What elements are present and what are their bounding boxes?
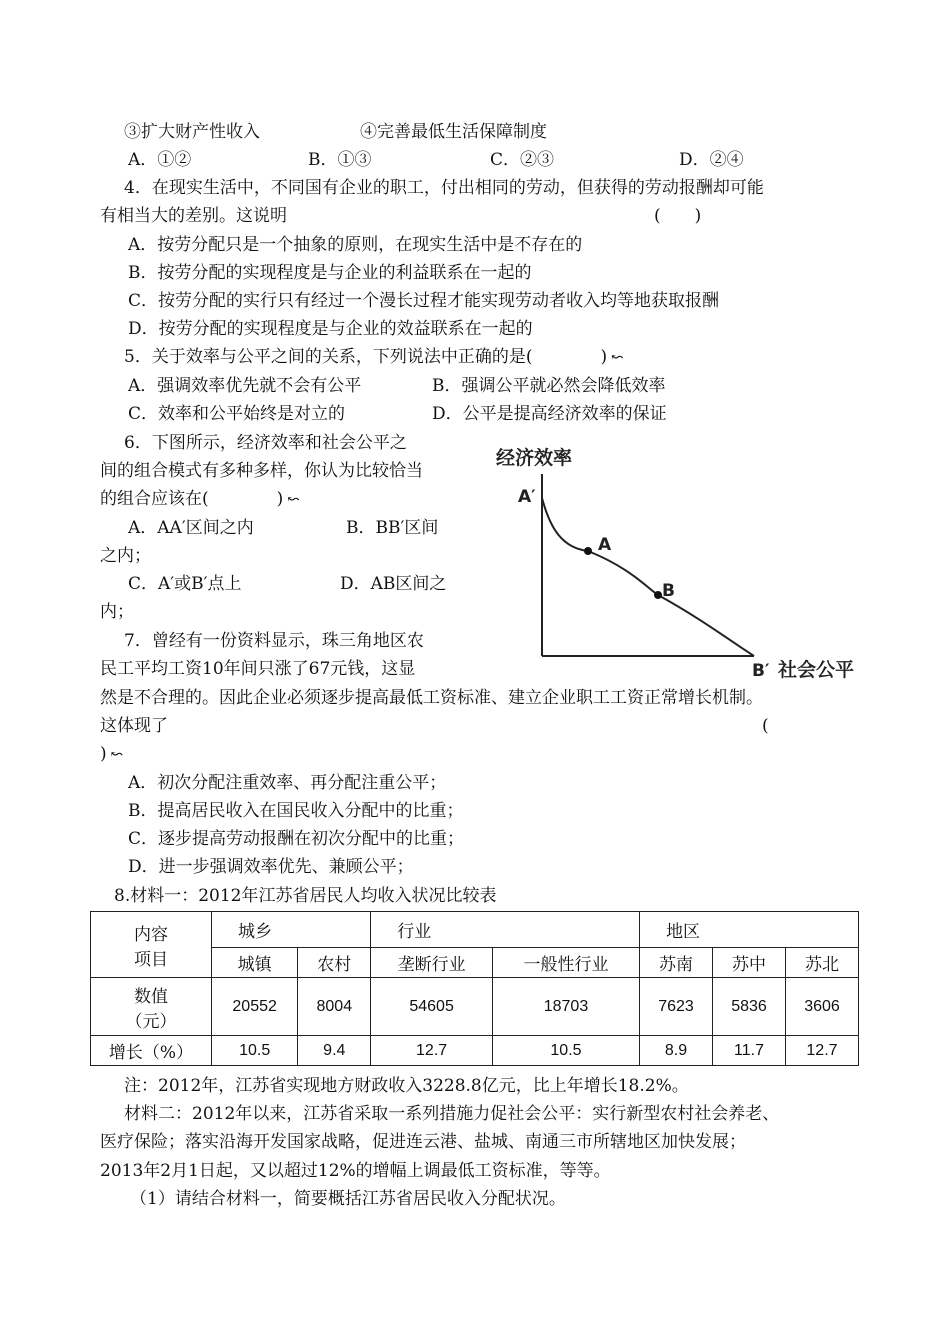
- point-a-dot: [584, 547, 592, 555]
- growth-cell: 8.9: [640, 1036, 713, 1066]
- q6-option-c: C．A′或B′点上: [128, 574, 242, 594]
- q7-stem-line3: 然是不合理的。因此企业必须逐步提高最低工资标准、建立企业职工工资正常增长机制。: [100, 688, 763, 708]
- group-header-industry: 行业: [371, 912, 640, 948]
- q5-option-d: D．公平是提高经济效率的保证: [432, 404, 667, 424]
- group-header-urban-rural: 城乡: [212, 912, 371, 948]
- table-row: [91, 978, 859, 1036]
- q4-option-a: A．按劳分配只是一个抽象的原则，在现实生活中是不存在的: [128, 235, 583, 255]
- q5-stem-text: 5．关于效率与公平之间的关系，下列说法中正确的是( ): [124, 347, 608, 367]
- q6-option-b-cont: 之内；: [100, 546, 151, 566]
- material2-line2: 医疗保险；落实沿海开发国家战略，促进连云港、盐城、南通三市所辖地区加快发展；: [100, 1132, 746, 1152]
- x-axis-label: 社会公平: [778, 659, 855, 681]
- subheader-cell: 苏中: [713, 948, 786, 978]
- q5-option-b: B．强调公平就必然会降低效率: [432, 376, 666, 396]
- subheader-cell: 一般性行业: [492, 948, 639, 978]
- q4-option-d: D．按劳分配的实现程度是与企业的效益联系在一起的: [128, 319, 533, 339]
- choice-d: D．②④: [679, 150, 744, 170]
- q4-option-c: C．按劳分配的实行只有经过一个漫长过程才能实现劳动者收入均等地获取报酬: [128, 291, 720, 311]
- q6-option-d: D．AB区间之: [340, 574, 447, 594]
- q7-option-d: D．进一步强调效率优先、兼顾公平；: [128, 857, 414, 877]
- value-cell: 54605: [371, 978, 493, 1036]
- q7-stem-line2: 民工平均工资10年间只涨了67元钱，这显: [100, 659, 416, 679]
- subheader-cell: 苏南: [640, 948, 713, 978]
- row-label-line1: 数值: [134, 986, 168, 1007]
- subheader-cell: 城镇: [212, 948, 298, 978]
- point-a-prime-label: A′: [518, 487, 536, 507]
- y-axis-label: 经济效率: [496, 447, 573, 469]
- q6-option-b: B．BB′区间: [346, 518, 439, 538]
- q6-stem-line2: 间的组合模式有多种多样，你认为比较恰当: [100, 461, 423, 481]
- growth-cell: 10.5: [212, 1036, 298, 1066]
- q4-option-b: B．按劳分配的实现程度是与企业的利益联系在一起的: [128, 263, 532, 283]
- corner-item-label: 项目: [134, 949, 168, 970]
- point-b-label: B: [662, 581, 675, 601]
- hand-pointer-icon: ↜: [611, 348, 624, 366]
- row-label: 增长（%）: [91, 1036, 212, 1066]
- row-label-line2: （元）: [125, 1011, 177, 1032]
- growth-cell: 10.5: [492, 1036, 639, 1066]
- q4-stem-line2: 有相当大的差别。这说明: [100, 206, 287, 226]
- q6-option-d-cont: 内；: [100, 602, 134, 622]
- value-cell: 7623: [640, 978, 713, 1036]
- q7-paren-close: [100, 743, 123, 765]
- q6-stem-line3: [100, 488, 300, 510]
- table-corner-header: [91, 912, 212, 978]
- q6-option-a: A．AA′区间之内: [128, 518, 254, 538]
- hand-pointer-icon: ↜: [287, 490, 300, 508]
- point-a-label: A: [598, 535, 612, 555]
- q8-material1-title: 8.材料一：2012年江苏省居民人均收入状况比较表: [114, 886, 497, 906]
- hand-pointer-icon: ↜: [110, 745, 124, 763]
- income-table: [90, 911, 859, 1066]
- choice-a: A．①②: [128, 150, 192, 170]
- q7-stem-line1: 7．曾经有一份资料显示，珠三角地区农: [124, 631, 424, 651]
- group-header-region: 地区: [640, 912, 859, 948]
- subheader-cell: 垄断行业: [371, 948, 493, 978]
- value-cell: 20552: [212, 978, 298, 1036]
- value-cell: 3606: [785, 978, 858, 1036]
- q4-answer-paren: ( ): [654, 206, 702, 226]
- growth-cell: 9.4: [298, 1036, 371, 1066]
- growth-cell: 12.7: [785, 1036, 858, 1066]
- option-4-text: ④完善最低生活保障制度: [360, 122, 547, 142]
- material2-line1: 材料二：2012年以来，江苏省采取一系列措施力促社会公平：实行新型农村社会养老、: [124, 1104, 780, 1124]
- q7-paren-open: (: [762, 716, 769, 736]
- material2-line3: 2013年2月1日起，又以超过12%的增幅上调最低工资标准，等等。: [100, 1161, 611, 1181]
- q7-option-a: A．初次分配注重效率、再分配注重公平；: [128, 773, 447, 793]
- q7-option-b: B．提高居民收入在国民收入分配中的比重；: [128, 801, 464, 821]
- value-cell: 18703: [492, 978, 639, 1036]
- point-b-prime-label: B′: [752, 661, 770, 681]
- table-row: [91, 1036, 859, 1066]
- point-b-dot: [654, 591, 662, 599]
- q7-stem-line4: 这体现了: [100, 716, 168, 736]
- corner-content-label: 内容: [134, 924, 168, 945]
- subheader-cell: 苏北: [785, 948, 858, 978]
- tradeoff-curve: [542, 498, 754, 656]
- q7-paren-close-text: ): [100, 744, 107, 764]
- growth-cell: 12.7: [371, 1036, 493, 1066]
- growth-cell: 11.7: [713, 1036, 786, 1066]
- value-cell: 5836: [713, 978, 786, 1036]
- row-label: [91, 978, 212, 1036]
- q7-option-c: C．逐步提高劳动报酬在初次分配中的比重；: [128, 829, 465, 849]
- choice-b: B．①③: [308, 150, 372, 170]
- q5-option-a: A．强调效率优先就不会有公平: [128, 376, 362, 396]
- choice-c: C．②③: [490, 150, 555, 170]
- table-note: 注：2012年，江苏省实现地方财政收入3228.8亿元，比上年增长18.2%。: [124, 1076, 689, 1096]
- value-cell: 8004: [298, 978, 371, 1036]
- q6-stem-line1: 6．下图所示，经济效率和社会公平之: [124, 433, 407, 453]
- q4-stem-line1: 4．在现实生活中，不同国有企业的职工，付出相同的劳动，但获得的劳动报酬却可能: [124, 178, 764, 198]
- q5-option-c: C．效率和公平始终是对立的: [128, 404, 346, 424]
- q5-stem: [124, 346, 624, 368]
- q6-stem-line3-text: 的组合应该在( ): [100, 489, 284, 509]
- q8-subquestion-1: （1）请结合材料一，简要概括江苏省居民收入分配状况。: [130, 1189, 566, 1209]
- option-3-text: ③扩大财产性收入: [124, 122, 260, 142]
- subheader-cell: 农村: [298, 948, 371, 978]
- efficiency-fairness-diagram: [470, 438, 870, 688]
